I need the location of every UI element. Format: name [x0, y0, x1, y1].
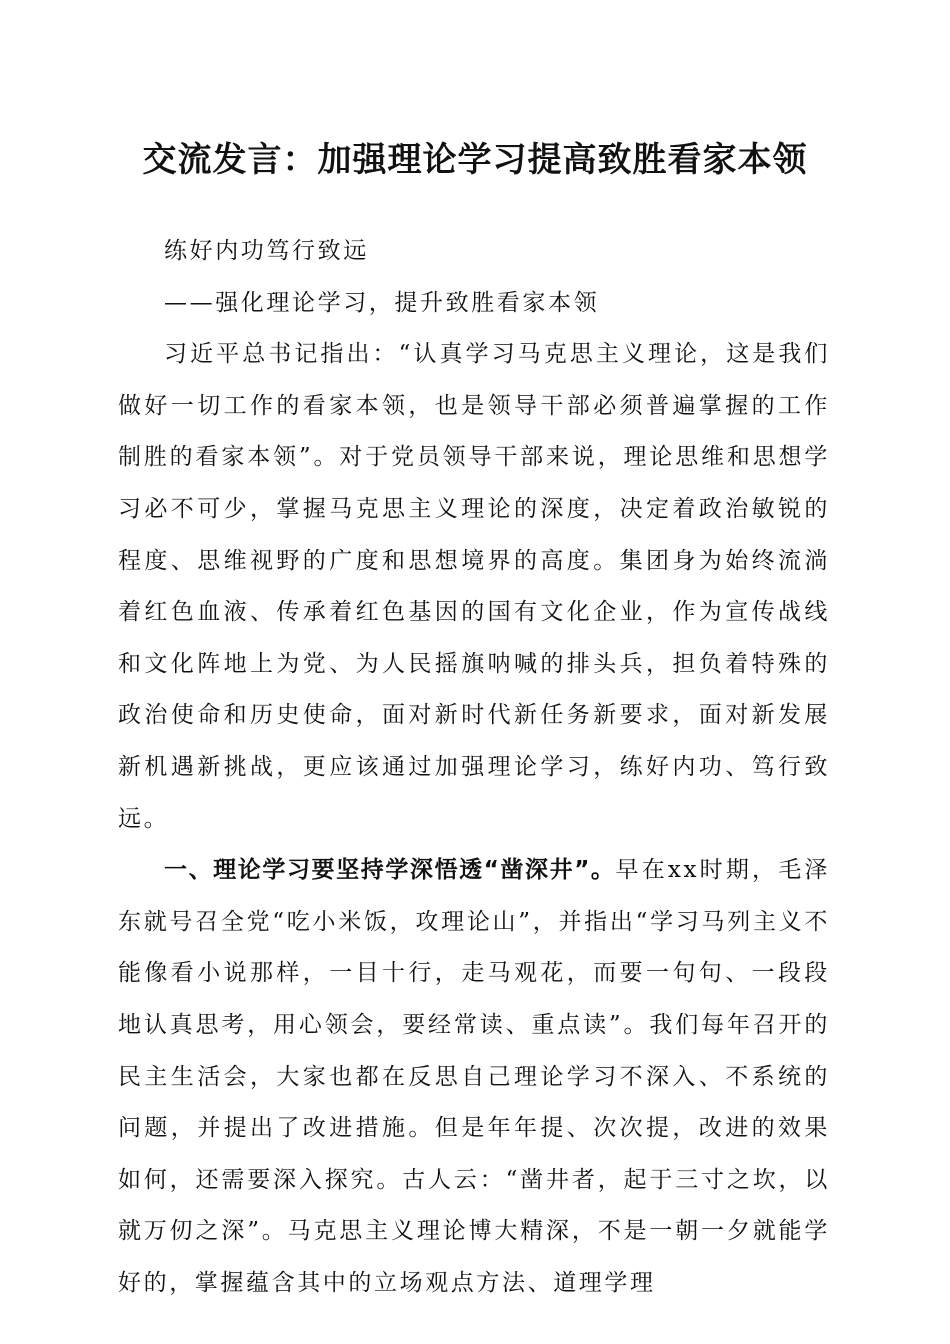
document-title: 交流发言：加强理论学习提高致胜看家本领	[142, 140, 808, 180]
section-1-body: 早在xx时期，毛泽东就号召全党“吃小米饭，攻理论山”，并指出“学习马列主义不能像看小说那样，一目十行，走马观花，而要一句句、一段段地认真思考，用心领会，要经常读、重点读”。我们每年召开的民主生活会，大家也都在反思自己理论学习不深入、不系统的问题，并提出了改进措施。但是年年提、次次提，改进的效果如何，还需要深入探究。古人云：“凿井者，起于三寸之坎，以就万仞之深”。马克思主义理论博大精深，不是一朝一夕就能学好的，掌握蕴含其中的立场观点方法、道理学理	[118, 857, 831, 1296]
document-body	[118, 226, 830, 1309]
subtitle-line-2: ——强化理论学习，提升致胜看家本领	[164, 289, 600, 316]
intro-paragraph: 习近平总书记指出：“认真学习马克思主义理论，这是我们做好一切工作的看家本领，也是领导干部必须普遍掌握的工作制胜的看家本领”。对于党员领导干部来说，理论思维和思想学习必不可少，掌握马克思主义理论的深度，决定着政治敏锐的程度、思维视野的广度和思想境界的高度。集团身为始终流淌着红色血液、传承着红色基因的国有文化企业，作为宣传战线和文化阵地上为党、为人民摇旗呐喊的排头兵，担负着特殊的政治使命和历史使命，面对新时代新任务新要求，面对新发展新机遇新挑战，更应该通过加强理论学习，练好内功、笃行致远。	[118, 341, 830, 832]
subtitle-line-1: 练好内功笃行致远	[164, 238, 369, 264]
section-1-paragraph	[118, 845, 830, 1309]
section-1-heading: 一、理论学习要坚持学深悟透“凿深井”。	[164, 857, 616, 884]
